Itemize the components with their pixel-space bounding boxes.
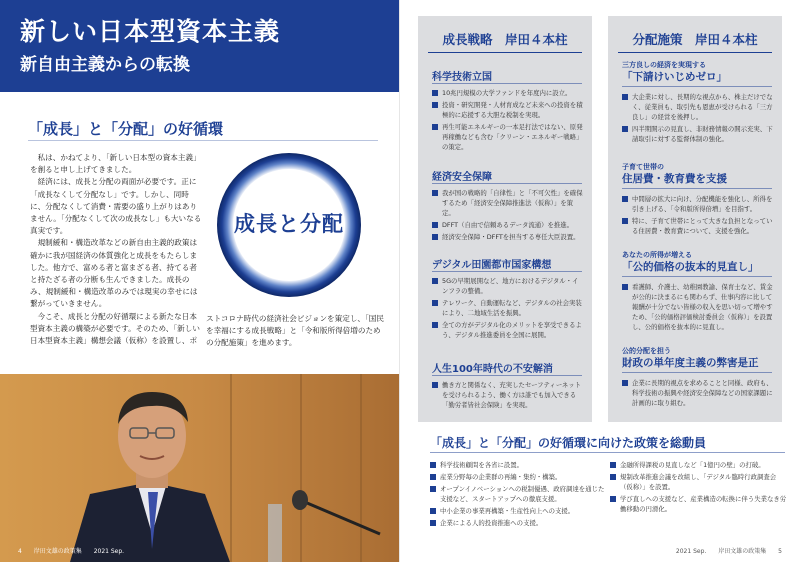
- folio-date: 2021 Sep.: [675, 548, 707, 555]
- item-heading: デジタル田園都市国家構想: [432, 260, 552, 271]
- list-item: テレワーク、自動運転など、デジタルの社会実装により、二地域生活を振興。: [432, 298, 584, 318]
- list-item: 大企業に対し、長期的な視点から、株主だけでなく、従業員も、取引先も恩恵が受けられる「三方良し」の経営を後押し。: [622, 92, 774, 122]
- paragraph: 今こそ、成長と分配の好循環による新たな日本型資本主義の構築が必要です。そのため、「新しい日本型資本主義」構想会議（仮称）を設置し、ポ: [30, 311, 200, 346]
- list-item: 中間層の拡大に向け、分配機能を強化し、所得を引き上げる、「令和版所得倍増」を目指す。: [622, 194, 774, 214]
- continued-body-text: ストコロナ時代の経済社会ビジョンを策定し、「国民を幸福にする成長戦略」と「令和版所得倍増のための分配施策」を進めます。: [206, 314, 384, 348]
- list-item: 経済安全保障・DFFTを担当する専任大臣設置。: [432, 232, 584, 242]
- intro-body-text: [30, 152, 202, 347]
- list-item: DFFT（自由で信頼あるデータ流通）を推進。: [432, 220, 584, 230]
- list-item: 再生可能エネルギーの一本足打法ではない、原発再稼働なども含む「クリーン・エネルギー戦略」の策定。: [432, 122, 584, 152]
- list-item: 働き方と関係なく、充実したセーフティーネットを受けられるよう、働く方は誰でも加入できる「勤労者皆社会保険」を実現。: [432, 380, 584, 410]
- portrait-photo: [0, 374, 400, 562]
- list-item: 金融所得課税の見直しなど「1億円の壁」の打破。: [610, 460, 788, 470]
- list-item: 企業に長期的視点を求めることと同様、政府も、科学技術の振興や経済安全保障などの国家課題に計画的に取り組む。: [622, 378, 774, 408]
- list-item: 5Gの早期展開など、地方におけるデジタル・インフラの整備。: [432, 276, 584, 296]
- bullet-list: [432, 88, 584, 154]
- section-heading: 「成長」と「分配」の好循環: [28, 120, 224, 138]
- page-subtitle: 新自由主義からの転換: [20, 55, 190, 75]
- list-item: 我が国の戦略的「自律性」と「不可欠性」を確保するため「経済安全保障推進法（仮称）」を策定。: [432, 188, 584, 218]
- item-heading: [622, 162, 727, 186]
- growth-distribution-ring: [214, 150, 364, 300]
- panel-title: 成長戦略 岸田４本柱: [442, 32, 568, 47]
- item-kicker: 子育て世帯の: [622, 163, 664, 171]
- list-item: 全ての方がデジタル化のメリットを享受できるよう、デジタル推進委員を全国に展開。: [432, 320, 584, 340]
- item-divider: [432, 375, 582, 376]
- bullet-list: [432, 188, 584, 244]
- item-title: 住居費・教育費を支援: [622, 173, 727, 185]
- item-heading: [622, 250, 759, 274]
- item-heading: [622, 60, 727, 84]
- list-item: 投資・研究開発・人材育成など未来への投資を積極的に応援する大胆な税制を実現。: [432, 100, 584, 120]
- list-item: 10兆円規模の大学ファンドを年度内に設立。: [432, 88, 584, 98]
- item-title: 「公的価格の抜本的見直し」: [622, 261, 759, 273]
- policy-list-left: [430, 460, 608, 530]
- item-divider: [432, 271, 582, 272]
- folio-name: 岸田文雄の政策集: [718, 548, 767, 555]
- panel-divider: [428, 52, 582, 53]
- bullet-list: [622, 378, 774, 410]
- page-number: 5: [778, 548, 782, 555]
- folio-name: 岸田文雄の政策集: [33, 548, 82, 555]
- folio-date: 2021 Sep.: [93, 548, 125, 555]
- page-number: 4: [18, 548, 22, 555]
- list-item: 科学技術顧問を各省に設置。: [430, 460, 608, 470]
- item-heading: 科学技術立国: [432, 72, 492, 83]
- right-page: [400, 0, 800, 562]
- list-item: 特に、子育て世帯にとって大きな負担となっている住居費・教育費について、支援を強化。: [622, 216, 774, 236]
- panel-title: 分配施策 岸田４本柱: [632, 32, 758, 47]
- item-kicker: 公的分配を担う: [622, 347, 671, 355]
- bullet-list: [432, 276, 584, 342]
- page-folio: [666, 546, 782, 555]
- item-divider: [622, 86, 772, 87]
- item-kicker: 三方良しの経済を実現する: [622, 61, 706, 69]
- bullet-list: [622, 92, 774, 146]
- page-title: 新しい日本型資本主義: [20, 17, 281, 46]
- item-heading: 人生100年時代の不安解消: [432, 364, 553, 375]
- bullet-list: [432, 380, 584, 412]
- growth-strategy-panel: [418, 16, 592, 422]
- list-item: オープンイノベーションへの税制優遇、政府調達を通じた支援など、スタートアップへの徹底支援。: [430, 484, 608, 504]
- title-banner: [0, 0, 400, 92]
- list-item: 規制改革推進会議を改組し、「デジタル臨時行政調査会（仮称）」を設置。: [610, 472, 788, 492]
- item-heading: [622, 346, 759, 370]
- item-divider: [622, 188, 772, 189]
- list-item: 企業による人的投資推進への支援。: [430, 518, 608, 528]
- item-title: 財政の単年度主義の弊害是正: [622, 357, 759, 369]
- paragraph: 私は、かねてより、「新しい日本型の資本主義」を創ると申し上げてきました。: [30, 153, 201, 175]
- section-divider: [28, 140, 378, 141]
- list-item: 学び直しへの支援など、産業構造の転換に伴う失業なき労働移動の円滑化。: [610, 494, 788, 514]
- paragraph: 規制緩和・構造改革などの新自由主義的政策は確かに我が国経済の体質強化と成長をもたらしました。他方で、富める者と富まざる者、持てる者と持たざる者の分断も生んできました。成長のみ、規制緩和・構造改革のみでは現実の幸せには繋がっていきません。: [30, 238, 198, 309]
- item-heading: 経済安全保障: [432, 172, 492, 183]
- policy-list-right: [610, 460, 788, 516]
- bullet-list: [622, 194, 774, 238]
- item-title: 「下請けいじめゼロ」: [622, 71, 727, 83]
- bullet-list: [622, 282, 774, 334]
- list-item: 四半期開示の見直し、非財務情報の開示充実、下請取引に対する監督体制の強化。: [622, 124, 774, 144]
- distribution-policy-panel: [608, 16, 782, 422]
- list-item: 中小企業の事業再構築・生産性向上への支援。: [430, 506, 608, 516]
- list-item: 産業分野毎の企業群の再編・集約・構築。: [430, 472, 608, 482]
- page-folio: [18, 546, 134, 555]
- item-kicker: あなたの所得が増える: [622, 251, 692, 259]
- item-divider: [432, 183, 582, 184]
- policy-box-title: 「成長」と「分配」の好循環に向けた政策を総動員: [430, 436, 707, 450]
- item-divider: [432, 83, 582, 84]
- item-divider: [622, 372, 772, 373]
- ring-label: 成長と分配: [234, 212, 344, 236]
- paragraph: 経済には、成長と分配の両面が必要です。正に「成長なくして分配なし」です。しかし、同時に、分配なくして消費・需要の盛り上がりはありません。「分配なくして次の成長なし」も大いなる真実です。: [30, 177, 202, 236]
- policy-divider: [430, 452, 785, 453]
- list-item: 看護師、介護士、幼稚園教諭、保育士など、賃金が公的に決まるにも関わらず、仕事内容に比して報酬が十分でない皆様の収入を思い切って増やすため、「公的価格評価検討委員会（仮称）」を設置し、公的価格を抜本的に見直し。: [622, 282, 774, 332]
- panel-divider: [618, 52, 772, 53]
- item-divider: [622, 276, 772, 277]
